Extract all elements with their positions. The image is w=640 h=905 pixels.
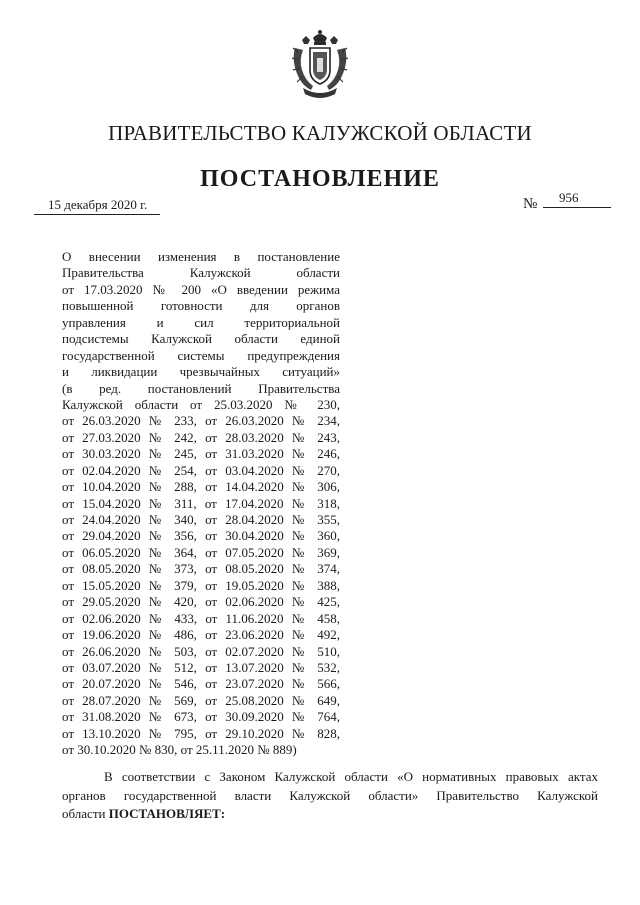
subject-line: от 02.04.2020 № 254, от 03.04.2020 № 270, — [62, 462, 340, 478]
subject-line: государственной системы предупреждения — [62, 347, 340, 363]
document-type-title: ПОСТАНОВЛЕНИЕ — [200, 166, 440, 192]
subject-line: от 15.05.2020 № 379, от 19.05.2020 № 388, — [62, 577, 340, 593]
subject-line: подсистемы Калужской области единой — [62, 331, 340, 347]
document-subject — [62, 249, 340, 759]
body-line: органов государственной власти Калужской области» Правительство Калужской — [62, 787, 598, 803]
document-number: 956 — [543, 191, 611, 208]
subject-line: от 19.06.2020 № 486, от 23.06.2020 № 492, — [62, 627, 340, 643]
coat-of-arms-emblem — [289, 28, 351, 102]
subject-line: от 17.03.2020 № 200 «О введении режима — [62, 281, 340, 297]
organization-title: ПРАВИТЕЛЬСТВО КАЛУЖСКОЙ ОБЛАСТИ — [108, 121, 532, 145]
subject-line: от 28.07.2020 № 569, от 25.08.2020 № 649, — [62, 692, 340, 708]
subject-line: от 06.05.2020 № 364, от 07.05.2020 № 369, — [62, 544, 340, 560]
subject-line: от 29.05.2020 № 420, от 02.06.2020 № 425, — [62, 594, 340, 610]
subject-line: от 15.04.2020 № 311, от 17.04.2020 № 318, — [62, 495, 340, 511]
body-line — [62, 805, 598, 824]
subject-line: от 03.07.2020 № 512, от 13.07.2020 № 532, — [62, 659, 340, 675]
subject-line: от 31.08.2020 № 673, от 30.09.2020 № 764, — [62, 709, 340, 725]
subject-line: повышенной готовности для органов — [62, 298, 340, 314]
subject-line: и ликвидации чрезвычайных ситуаций» — [62, 364, 340, 380]
document-number-label: № — [523, 196, 538, 212]
subject-line: от 26.03.2020 № 233, от 26.03.2020 № 234, — [62, 413, 340, 429]
subject-line: от 08.05.2020 № 373, от 08.05.2020 № 374, — [62, 561, 340, 577]
subject-line: Калужской области от 25.03.2020 № 230, — [62, 396, 340, 412]
subject-line: управления и сил территориальной — [62, 314, 340, 330]
subject-line: от 02.06.2020 № 433, от 11.06.2020 № 458, — [62, 610, 340, 626]
subject-line: (в ред. постановлений Правительства — [62, 380, 340, 396]
subject-line: от 20.07.2020 № 546, от 23.07.2020 № 566, — [62, 676, 340, 692]
subject-line: от 29.04.2020 № 356, от 30.04.2020 № 360, — [62, 528, 340, 544]
subject-line: от 30.10.2020 № 830, от 25.11.2020 № 889) — [62, 742, 297, 758]
subject-line: от 24.04.2020 № 340, от 28.04.2020 № 355, — [62, 512, 340, 527]
document-date: 15 декабря 2020 г. — [34, 197, 160, 215]
subject-line: от 27.03.2020 № 242, от 28.03.2020 № 243, — [62, 429, 340, 445]
body-paragraph — [62, 768, 598, 824]
body-line-prefix: области — [62, 806, 109, 821]
subject-line: от 30.03.2020 № 245, от 31.03.2020 № 246, — [62, 446, 340, 462]
subject-line: от 13.10.2020 № 795, от 29.10.2020 № 828, — [62, 725, 340, 741]
subject-line: от 26.06.2020 № 503, от 02.07.2020 № 510, — [62, 643, 340, 659]
body-line: В соответствии с Законом Калужской области «О нормативных правовых актах — [104, 769, 598, 784]
subject-line: О внесении изменения в постановление — [62, 249, 340, 264]
subject-line: Правительства Калужской области — [62, 265, 340, 281]
resolves-keyword: ПОСТАНОВЛЯЕТ: — [108, 806, 226, 821]
subject-line: от 10.04.2020 № 288, от 14.04.2020 № 306, — [62, 479, 340, 495]
